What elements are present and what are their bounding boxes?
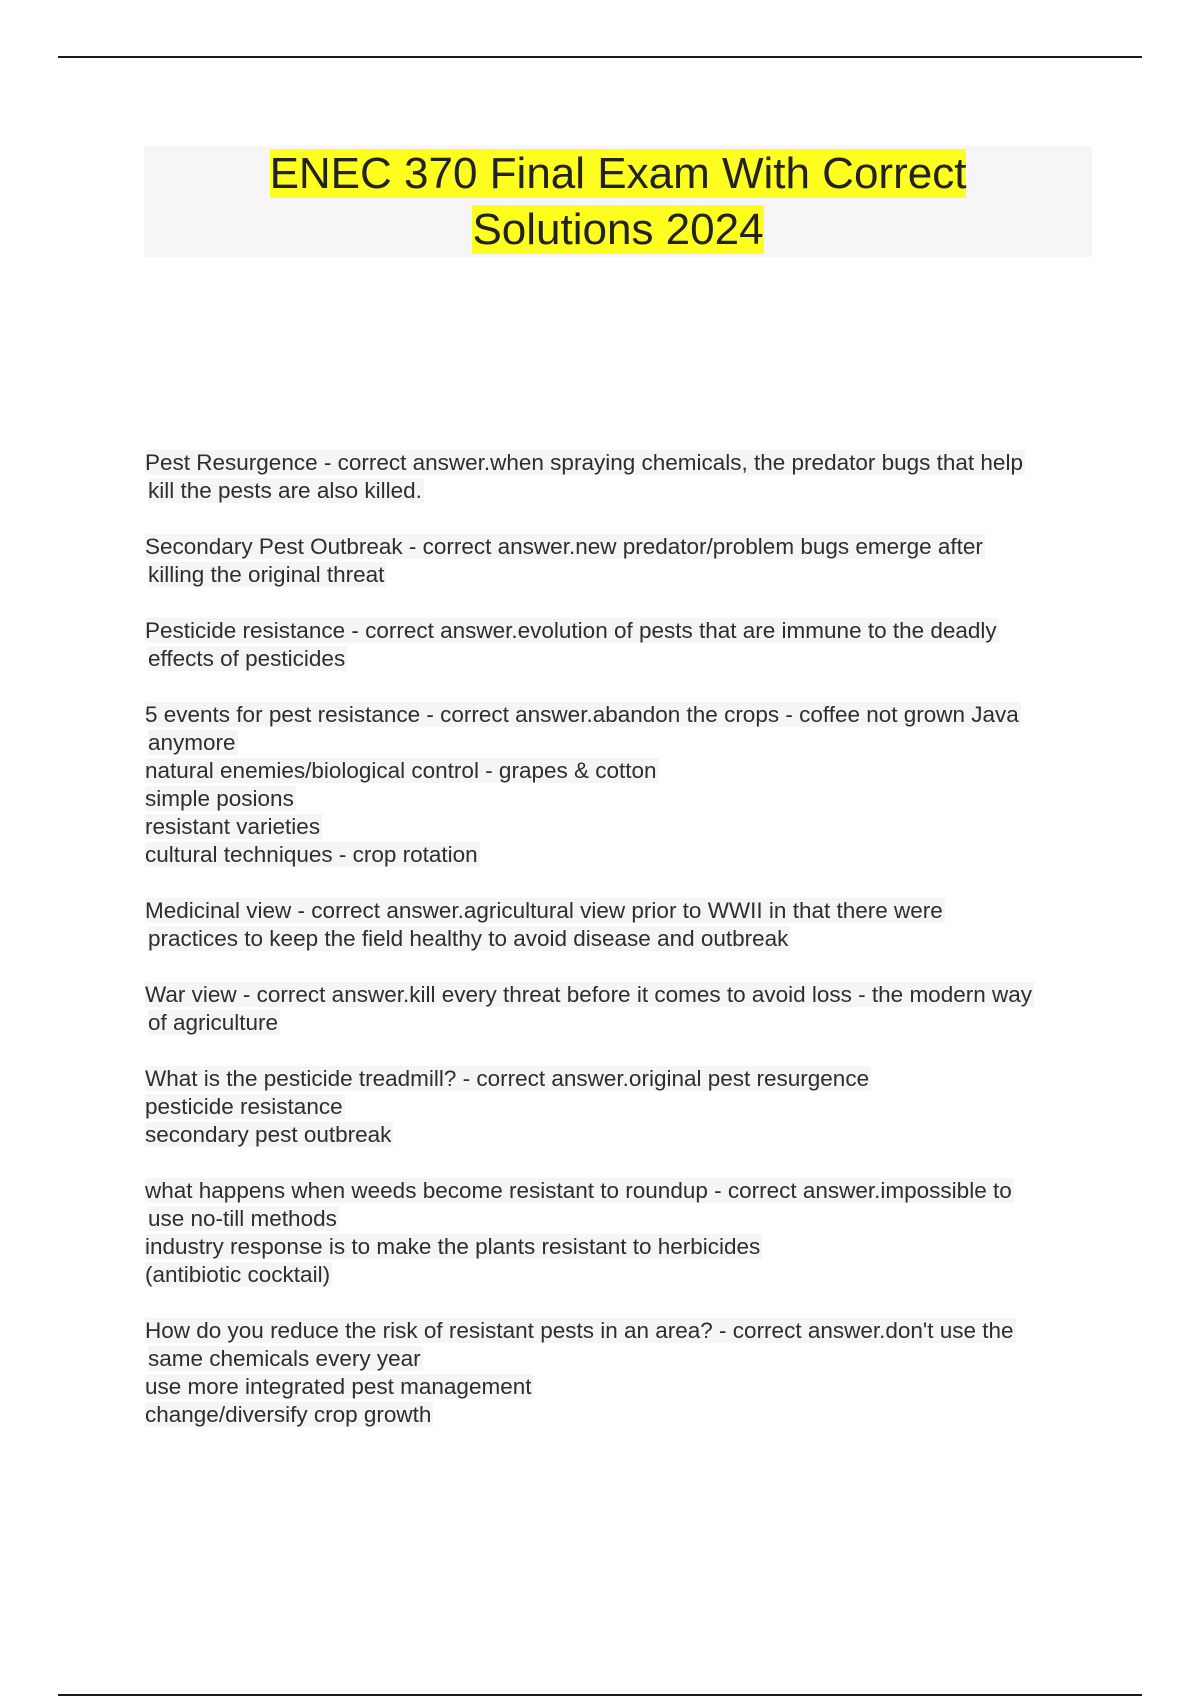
qa-line: practices to keep the field healthy to avoid disease and outbreak	[148, 926, 789, 951]
qa-line: effects of pesticides	[148, 646, 346, 671]
qa-item-five-events	[145, 701, 1095, 869]
qa-item-pesticide-resistance	[145, 617, 1095, 673]
qa-line: War view - correct answer.kill every threat before it comes to avoid loss - the modern way	[145, 982, 1032, 1007]
qa-line: what happens when weeds become resistant to roundup - correct answer.impossible to	[145, 1178, 1012, 1203]
qa-item-reduce-resistant-pests	[145, 1317, 1095, 1429]
title-box	[144, 146, 1092, 257]
qa-item-roundup-resistance	[145, 1177, 1095, 1289]
qa-line: secondary pest outbreak	[145, 1122, 392, 1147]
qa-line: anymore	[148, 730, 236, 755]
qa-line: How do you reduce the risk of resistant pests in an area? - correct answer.don't use the	[145, 1318, 1014, 1343]
qa-line: change/diversify crop growth	[145, 1402, 432, 1427]
qa-line: Pesticide resistance - correct answer.evolution of pests that are immune to the deadly	[145, 618, 997, 643]
qa-item-war-view	[145, 981, 1095, 1037]
qa-line: Pest Resurgence - correct answer.when spraying chemicals, the predator bugs that help	[145, 450, 1023, 475]
qa-line: resistant varieties	[145, 814, 321, 839]
qa-line: killing the original threat	[148, 562, 385, 587]
qa-line: of agriculture	[148, 1010, 279, 1035]
qa-line: use more integrated pest management	[145, 1374, 532, 1399]
qa-item-medicinal-view	[145, 897, 1095, 953]
qa-line: pesticide resistance	[145, 1094, 343, 1119]
qa-line: 5 events for pest resistance - correct answer.abandon the crops - coffee not grown Java	[145, 702, 1019, 727]
document-title-line-2: Solutions 2024	[472, 205, 764, 254]
qa-item-pesticide-treadmill	[145, 1065, 1095, 1149]
qa-item-secondary-pest-outbreak	[145, 533, 1095, 589]
qa-line: What is the pesticide treadmill? - correct answer.original pest resurgence	[145, 1066, 870, 1091]
qa-line: same chemicals every year	[148, 1346, 421, 1371]
qa-line: Secondary Pest Outbreak - correct answer.new predator/problem bugs emerge after	[145, 534, 983, 559]
qa-line: industry response is to make the plants resistant to herbicides	[145, 1234, 761, 1259]
bottom-rule	[58, 1694, 1142, 1696]
qa-list	[145, 449, 1095, 1457]
qa-line: cultural techniques - crop rotation	[145, 842, 478, 867]
qa-line: Medicinal view - correct answer.agricultural view prior to WWII in that there were	[145, 898, 943, 923]
qa-line: natural enemies/biological control - grapes & cotton	[145, 758, 657, 783]
qa-line: kill the pests are also killed.	[148, 478, 422, 503]
qa-line: (antibiotic cocktail)	[145, 1262, 331, 1287]
document-title-line-1: ENEC 370 Final Exam With Correct	[269, 149, 967, 198]
top-rule	[58, 56, 1142, 58]
qa-line: use no-till methods	[148, 1206, 337, 1231]
qa-item-pest-resurgence	[145, 449, 1095, 505]
qa-line: simple posions	[145, 786, 294, 811]
